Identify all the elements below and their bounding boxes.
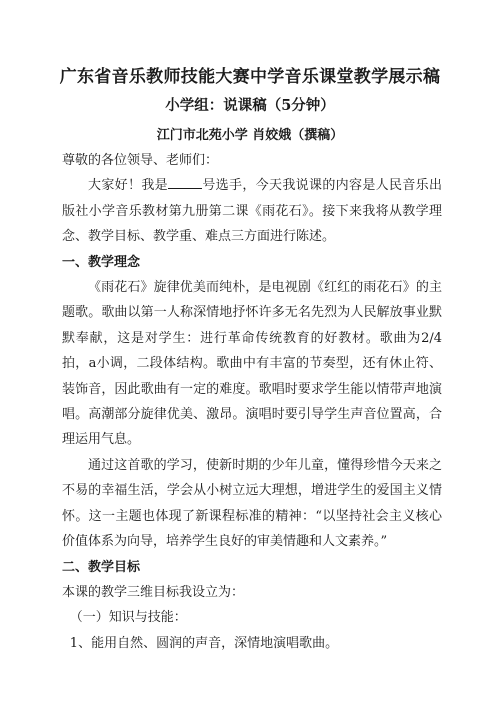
intro-part-2: 号选手，今天我说课的内容是人民音乐出版社小学音乐教材第九册第二课《雨花石》。接下来我将从教学理念、教学目标、教学重、难点三方面进行陈述。 <box>62 178 442 245</box>
document-author: 江门市北苑小学 肖姣娥（撰稿） <box>156 128 344 143</box>
salutation: 尊敬的各位领导、老师们： <box>62 153 219 168</box>
intro-paragraph <box>62 173 442 249</box>
document-body <box>62 148 442 656</box>
section2-item-1: 1、能用自然、圆润的声音，深情地演唱歌曲。 <box>69 635 339 651</box>
contestant-number-blank <box>168 176 202 189</box>
section2-subheading-1: （一）知识与技能： <box>69 610 187 626</box>
section2-heading: 二、教学目标 <box>62 559 141 575</box>
section2-intro: 本课的教学三维目标我设立为： <box>62 584 245 600</box>
section1-paragraph-1: 《雨花石》旋律优美而纯朴，是电视剧《红红的雨花石》的主题歌。歌曲以第一人称深情地抒怀许多无名先烈为人民解放事业默默奉献，这是对学生：进行革命传统教育的好教材。歌曲为2/4拍，a小调，二段体结构。歌曲中有丰富的节奏型，还有休止符、装饰音，因此歌曲有一定的难度。歌唱时要求学生能以情带声地演唱。高潮部分旋律优美、激昂。演唱时要引导学生声音位置高，合理运用气息。 <box>62 280 442 448</box>
document-title: 广东省音乐教师技能大赛中学音乐课堂教学展示稿 <box>59 67 441 87</box>
document-subtitle: 小学组：说课稿（5分钟） <box>165 97 335 114</box>
intro-part-1: 大家好！我是 <box>88 178 168 194</box>
section1-heading: 一、教学理念 <box>62 254 141 270</box>
section1-paragraph-2: 通过这首歌的学习，使新时期的少年儿童，懂得珍惜今天来之不易的幸福生活，学会从小树立远大理想，增进学生的爱国主义情怀。这一主题也体现了新课程标准的精神：“以坚持社会主义核心价值体系为向导，培养学生良好的审美情趣和人文素养。” <box>62 457 442 550</box>
